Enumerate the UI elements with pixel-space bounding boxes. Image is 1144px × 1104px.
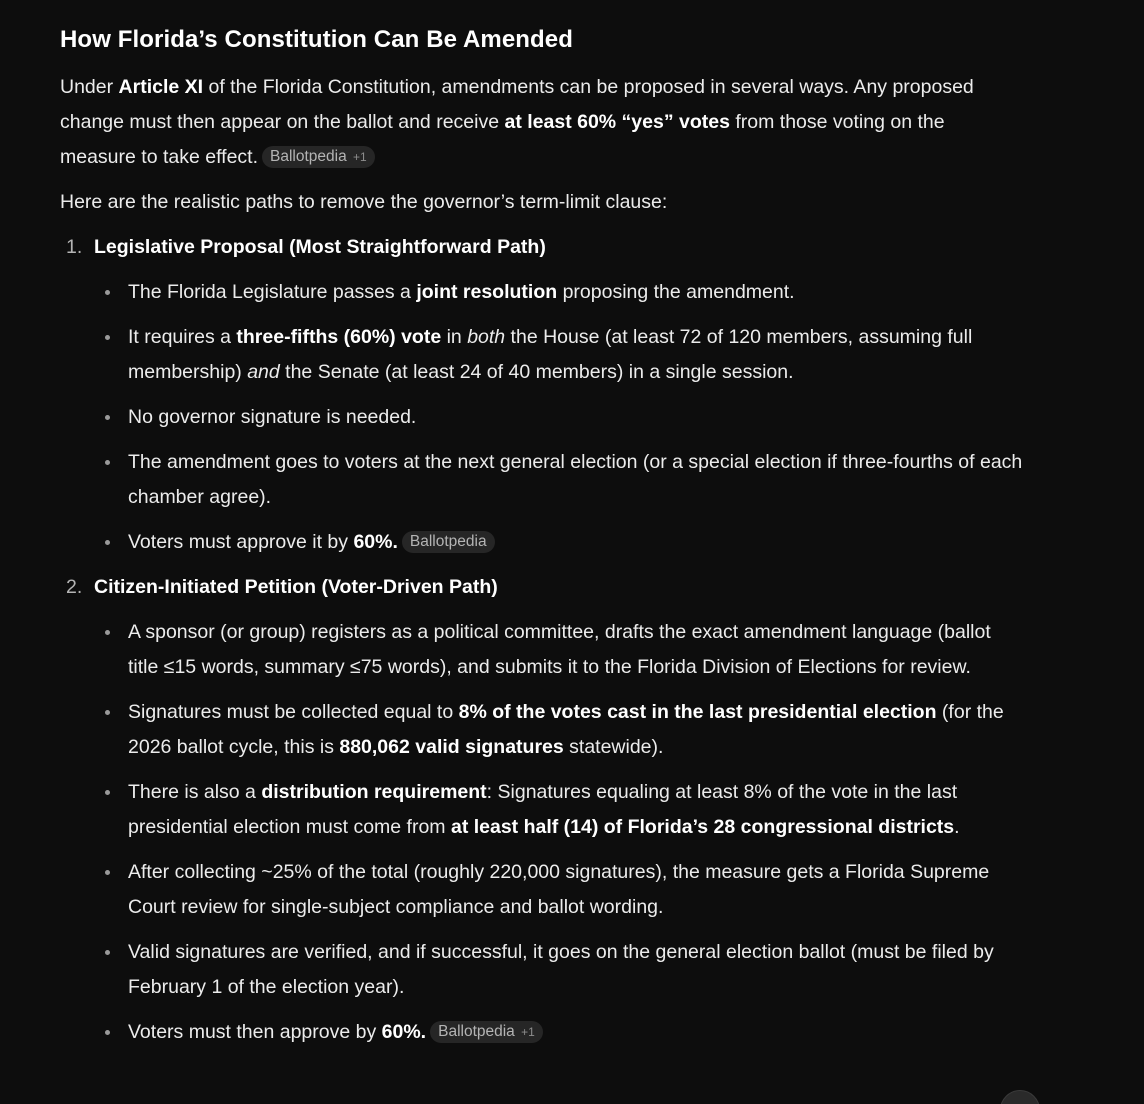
bullet-item	[94, 525, 1025, 560]
citation-more-count: +1	[521, 1025, 535, 1039]
bullet-italic: and	[247, 361, 280, 383]
bullet-bold: joint resolution	[416, 281, 558, 303]
bullet-item	[94, 935, 1025, 1005]
bullet-text: Signatures must be collected equal to	[128, 701, 459, 723]
bullet-text: Voters must approve it by	[128, 531, 354, 553]
bullet-bold: 60%.	[353, 531, 398, 553]
path-item	[60, 570, 1025, 1050]
bullet-bold: three-fifths (60%) vote	[236, 326, 442, 348]
bullet-item	[94, 445, 1025, 515]
bullet-text: No governor signature is needed.	[128, 406, 417, 428]
bullet-item	[94, 320, 1025, 390]
intro-text: Under	[60, 76, 119, 98]
bullet-dot	[105, 415, 110, 420]
bullet-text: proposing the amendment.	[557, 281, 795, 303]
bullet-text: : Signatures equaling at least 8% of the vote in the last presidential election must come from	[128, 781, 958, 838]
bullet-dot	[105, 540, 110, 545]
bullet-text: After collecting ~25% of the total (roughly 220,000 signatures), the measure gets a Florida Supreme Court review for single-subject compliance and ballot wording.	[128, 861, 990, 918]
bullet-dot	[105, 460, 110, 465]
bullet-dot	[105, 950, 110, 955]
bullet-item	[94, 855, 1025, 925]
step-title: Legislative Proposal (Most Straightforward Path)	[94, 236, 546, 258]
paths-intro: Here are the realistic paths to remove the governor’s term-limit clause:	[60, 191, 668, 213]
intro-bold: Article XI	[118, 76, 204, 98]
bullet-text: Voters must then approve by	[128, 1021, 382, 1043]
bullet-text: (for the 2026 ballot cycle, this is	[128, 701, 1004, 758]
bullet-bold: at least half (14) of Florida’s 28 congressional districts	[450, 816, 955, 838]
citation-more-count: +1	[353, 150, 367, 164]
bullet-item	[94, 400, 1025, 435]
intro-bold: at least 60% “yes” votes	[504, 111, 730, 133]
bullet-text: .	[954, 816, 960, 838]
bullet-item	[94, 275, 1025, 310]
bullet-italic: both	[467, 326, 506, 348]
bullet-dot	[105, 790, 110, 795]
step-number: 1.	[66, 236, 83, 258]
paths-list	[60, 230, 1025, 1050]
bullet-text: The amendment goes to voters at the next general election (or a special election if three-fourths of each chamber agree).	[128, 451, 1023, 508]
step-bullets	[94, 275, 1025, 560]
bullet-item	[94, 1015, 1025, 1050]
bullet-item	[94, 695, 1025, 765]
bullet-text: statewide).	[563, 736, 664, 758]
bullet-text: the Senate (at least 24 of 40 members) in a single session.	[279, 361, 794, 383]
bullet-text: A sponsor (or group) registers as a political committee, drafts the exact amendment language (ballot title ≤15 words, summary ≤75 words), and submits it to the Florida Division of Elections for review.	[128, 621, 991, 678]
bullet-dot	[105, 710, 110, 715]
citation-label: Ballotpedia	[270, 148, 347, 165]
step-number: 2.	[66, 576, 83, 598]
bullet-text: in	[441, 326, 468, 348]
intro-paragraph	[60, 70, 1025, 175]
source-citation-chip[interactable]	[262, 146, 375, 168]
step-title: Citizen-Initiated Petition (Voter-Driven Path)	[94, 576, 498, 598]
bullet-bold: 880,062 valid signatures	[339, 736, 564, 758]
bullet-dot	[105, 630, 110, 635]
citation-label: Ballotpedia	[438, 1023, 515, 1040]
bullet-text: Valid signatures are verified, and if successful, it goes on the general election ballot (must be filed by February 1 of the election year).	[128, 941, 994, 998]
source-citation-chip[interactable]	[402, 531, 495, 553]
citation-label: Ballotpedia	[409, 533, 487, 550]
bullet-dot	[105, 290, 110, 295]
path-item	[60, 230, 1025, 560]
bullet-text: The Florida Legislature passes a	[128, 281, 417, 303]
bullet-text: It requires a	[128, 326, 237, 348]
section-heading: How Florida’s Constitution Can Be Amended	[60, 26, 573, 53]
bullet-dot	[105, 1030, 110, 1035]
bullet-bold: 60%.	[381, 1021, 427, 1043]
intro-text: of the Florida Constitution, amendments can be proposed in several ways. Any proposed change must then appear on the ballot and receive	[60, 76, 974, 133]
scroll-down-button[interactable]	[1000, 1090, 1040, 1104]
intro-text: from those voting on the measure to take effect.	[60, 111, 945, 168]
source-citation-chip[interactable]	[430, 1021, 543, 1043]
bullet-dot	[105, 335, 110, 340]
response-content	[60, 24, 1025, 1060]
bullet-dot	[105, 870, 110, 875]
step-bullets	[94, 615, 1025, 1050]
bullet-bold: 8% of the votes cast in the last presidential election	[458, 701, 937, 723]
bullet-bold: distribution requirement	[261, 781, 487, 803]
bullet-item	[94, 615, 1025, 685]
bullet-text: the House (at least 72 of 120 members, assuming full membership)	[128, 326, 973, 383]
bullet-text: There is also a	[128, 781, 262, 803]
bullet-item	[94, 775, 1025, 845]
